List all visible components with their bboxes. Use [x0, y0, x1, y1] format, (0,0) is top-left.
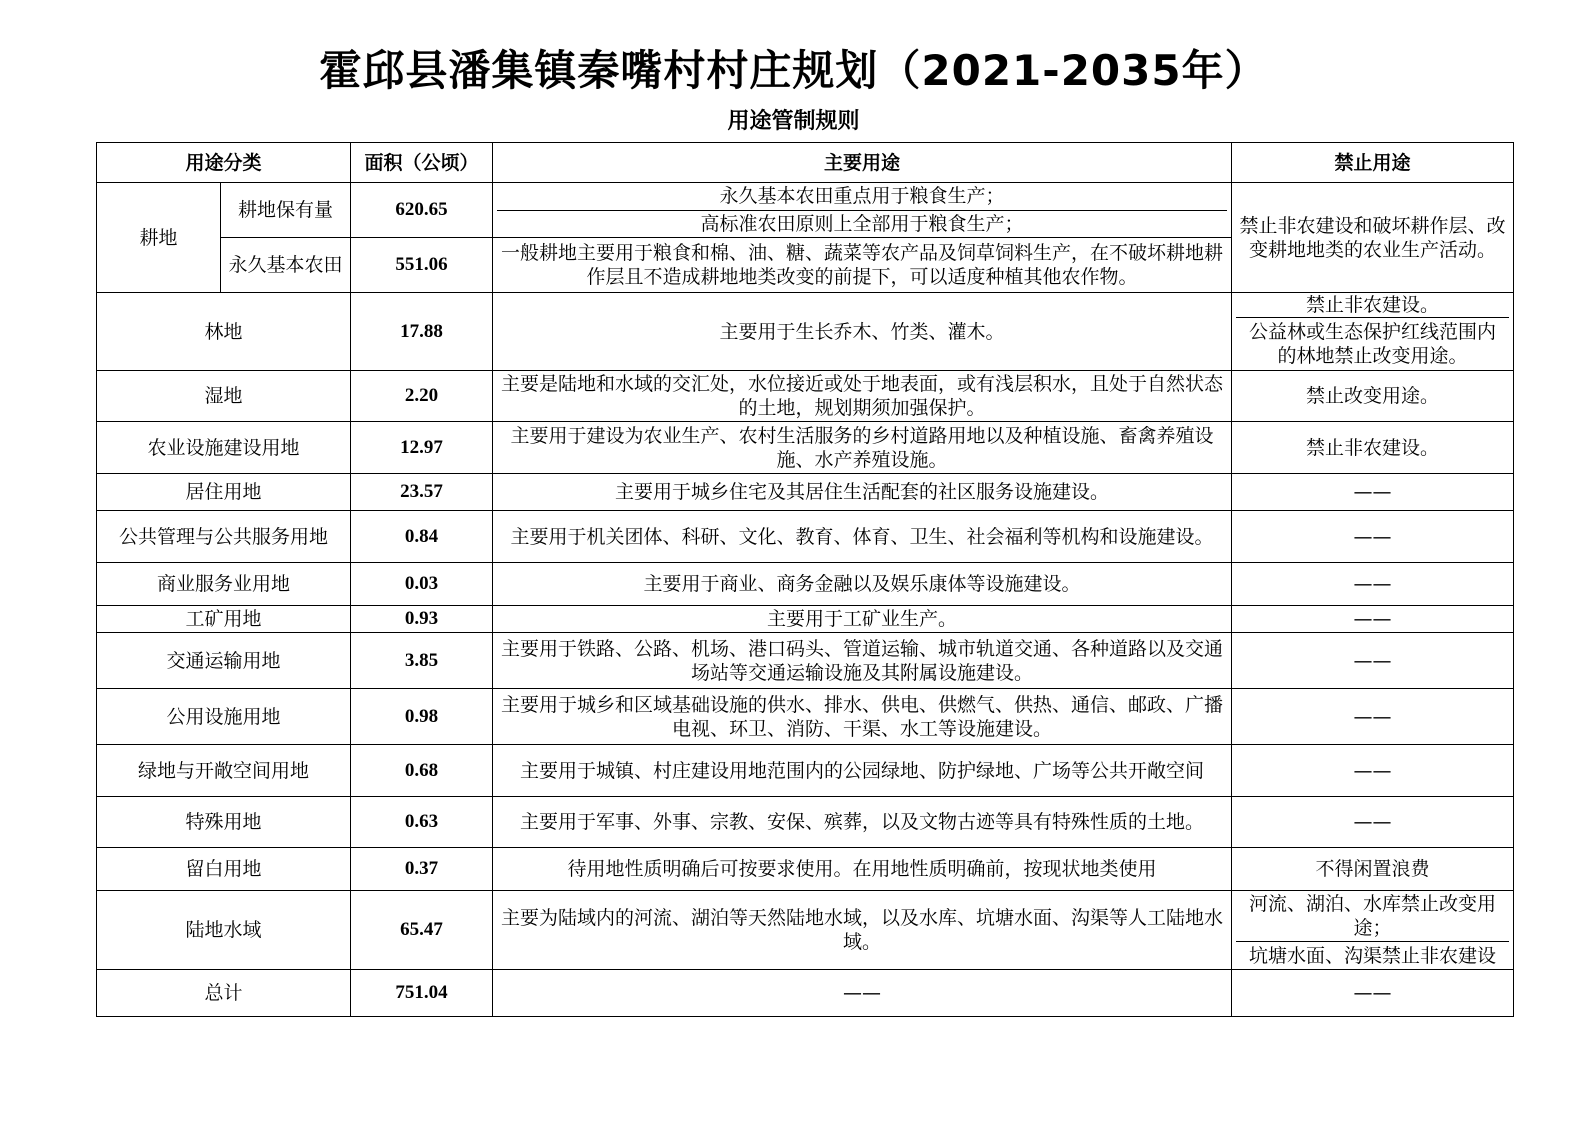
shuiyu-prohibited-stack: [1232, 891, 1514, 970]
total-area: 751.04: [351, 970, 493, 1017]
header-area: 面积（公顷）: [351, 143, 493, 183]
category-cell: 留白用地: [97, 848, 351, 891]
main-use-cell: 主要用于铁路、公路、机场、港口码头、管道运输、城市轨道交通、各种道路以及交通场站等交通运输设施及其附属设施建设。: [493, 633, 1232, 689]
table-row: [97, 422, 1514, 474]
area-baoyou: 620.65: [351, 183, 493, 238]
prohibited-cell: 禁止非农建设。: [1232, 422, 1514, 474]
prohibited-cell: 不得闲置浪费: [1232, 848, 1514, 891]
category-cell: 工矿用地: [97, 606, 351, 633]
area-cell: 2.20: [351, 371, 493, 422]
prohibited-cell: ——: [1232, 797, 1514, 848]
area-cell: 0.37: [351, 848, 493, 891]
main-use-cell: 主要用于建设为农业生产、农村生活服务的乡村道路用地以及种植设施、畜禽养殖设施、水产养殖设施。: [493, 422, 1232, 474]
main-use-cell: 主要用于军事、外事、宗教、安保、殡葬，以及文物古迹等具有特殊性质的土地。: [493, 797, 1232, 848]
table-row: [97, 474, 1514, 511]
shuiyu-prohibited-sub: [1236, 891, 1509, 969]
main-use-cell: 一般耕地主要用于粮食和棉、油、糖、蔬菜等农产品及饲草饲料生产，在不破坏耕地耕作层且不造成耕地地类改变的前提下，可以适度种植其他农作物。: [493, 238, 1232, 293]
table-row: [97, 689, 1514, 745]
header-prohibited: 禁止用途: [1232, 143, 1514, 183]
main-use-cell: 主要为陆域内的河流、湖泊等天然陆地水域，以及水库、坑塘水面、沟渠等人工陆地水域。: [493, 891, 1232, 970]
land-use-table: [96, 142, 1514, 1017]
prohibited-cell: ——: [1232, 474, 1514, 511]
area-cell: 3.85: [351, 633, 493, 689]
area-cell: 65.47: [351, 891, 493, 970]
category-cell: 商业服务业用地: [97, 563, 351, 606]
table-header-row: [97, 143, 1514, 183]
lindi-prohibited-stack: [1232, 293, 1514, 371]
prohibited-cell: 禁止非农建设和破坏耕作层、改变耕地地类的农业生产活动。: [1232, 183, 1514, 293]
prohibited-cell: 河流、湖泊、水库禁止改变用途；: [1249, 893, 1497, 939]
category-cell: 湿地: [97, 371, 351, 422]
category-cell: 农业设施建设用地: [97, 422, 351, 474]
table-row: [97, 633, 1514, 689]
table-row: [97, 293, 1514, 371]
area-cell: 12.97: [351, 422, 493, 474]
main-use-cell: 高标准农田原则上全部用于粮食生产；: [497, 210, 1227, 238]
area-cell: 0.93: [351, 606, 493, 633]
table-row: [97, 745, 1514, 797]
category-cell: 绿地与开敞空间用地: [97, 745, 351, 797]
header-category: 用途分类: [97, 143, 351, 183]
main-use-cell: 主要用于商业、商务金融以及娱乐康体等设施建设。: [493, 563, 1232, 606]
category-cell: 特殊用地: [97, 797, 351, 848]
area-cell: 0.03: [351, 563, 493, 606]
prohibited-cell: ——: [1232, 511, 1514, 563]
prohibited-cell: ——: [1232, 563, 1514, 606]
main-use-cell: 永久基本农田重点用于粮食生产；: [719, 185, 1005, 208]
main-use-cell: 主要用于生长乔木、竹类、灌木。: [493, 293, 1232, 371]
lindi-prohibited-sub: [1236, 293, 1509, 370]
category-cell: 公共管理与公共服务用地: [97, 511, 351, 563]
subcategory-baoyou: 耕地保有量: [221, 183, 351, 238]
table-row: [97, 511, 1514, 563]
area-cell: 17.88: [351, 293, 493, 371]
prohibited-cell: 公益林或生态保护红线范围内的林地禁止改变用途。: [1236, 317, 1509, 370]
area-cell: 0.84: [351, 511, 493, 563]
table-row: [97, 563, 1514, 606]
table-row: [97, 891, 1514, 970]
gengdi-use-stack: [493, 183, 1232, 238]
area-cell: 23.57: [351, 474, 493, 511]
prohibited-cell: ——: [1232, 633, 1514, 689]
category-cell: 陆地水域: [97, 891, 351, 970]
category-gengdi: 耕地: [97, 183, 221, 293]
main-use-cell: 主要用于工矿业生产。: [493, 606, 1232, 633]
prohibited-cell: ——: [1232, 606, 1514, 633]
main-use-cell: 主要是陆地和水域的交汇处，水位接近或处于地表面，或有浅层积水，且处于自然状态的土地，规划期须加强保护。: [493, 371, 1232, 422]
main-use-cell: 待用地性质明确后可按要求使用。在用地性质明确前，按现状地类使用: [493, 848, 1232, 891]
page-title: 霍邱县潘集镇秦嘴村村庄规划（2021-2035年）: [319, 46, 1268, 95]
area-cell: 0.68: [351, 745, 493, 797]
prohibited-cell: ——: [1232, 689, 1514, 745]
area-jiben: 551.06: [351, 238, 493, 293]
table-row: [97, 797, 1514, 848]
main-use-cell: 主要用于城乡住宅及其居住生活配套的社区服务设施建设。: [493, 474, 1232, 511]
area-cell: 0.98: [351, 689, 493, 745]
table-row: [97, 606, 1514, 633]
category-cell: 居住用地: [97, 474, 351, 511]
gengdi-use-upper: [497, 183, 1227, 237]
total-use: ——: [493, 970, 1232, 1017]
main-use-cell: 主要用于城乡和区域基础设施的供水、排水、供电、供燃气、供热、通信、邮政、广播电视、环卫、消防、干渠、水工等设施建设。: [493, 689, 1232, 745]
prohibited-cell: ——: [1232, 745, 1514, 797]
prohibited-cell: 禁止改变用途。: [1232, 371, 1514, 422]
page-subtitle: 用途管制规则: [727, 109, 860, 134]
main-use-cell: 主要用于机关团体、科研、文化、教育、体育、卫生、社会福利等机构和设施建设。: [493, 511, 1232, 563]
header-main-use: 主要用途: [493, 143, 1232, 183]
main-use-cell: 主要用于城镇、村庄建设用地范围内的公园绿地、防护绿地、广场等公共开敞空间: [493, 745, 1232, 797]
prohibited-cell: 禁止非农建设。: [1306, 294, 1440, 316]
table-row: [97, 371, 1514, 422]
category-cell: 交通运输用地: [97, 633, 351, 689]
table-row: [97, 848, 1514, 891]
total-label: 总计: [97, 970, 351, 1017]
category-cell: 公用设施用地: [97, 689, 351, 745]
area-cell: 0.63: [351, 797, 493, 848]
prohibited-cell: 坑塘水面、沟渠禁止非农建设: [1236, 941, 1509, 969]
table-row: [97, 183, 1514, 238]
total-row: [97, 970, 1514, 1017]
category-cell: 林地: [97, 293, 351, 371]
subcategory-jiben: 永久基本农田: [221, 238, 351, 293]
total-prohibited: ——: [1232, 970, 1514, 1017]
